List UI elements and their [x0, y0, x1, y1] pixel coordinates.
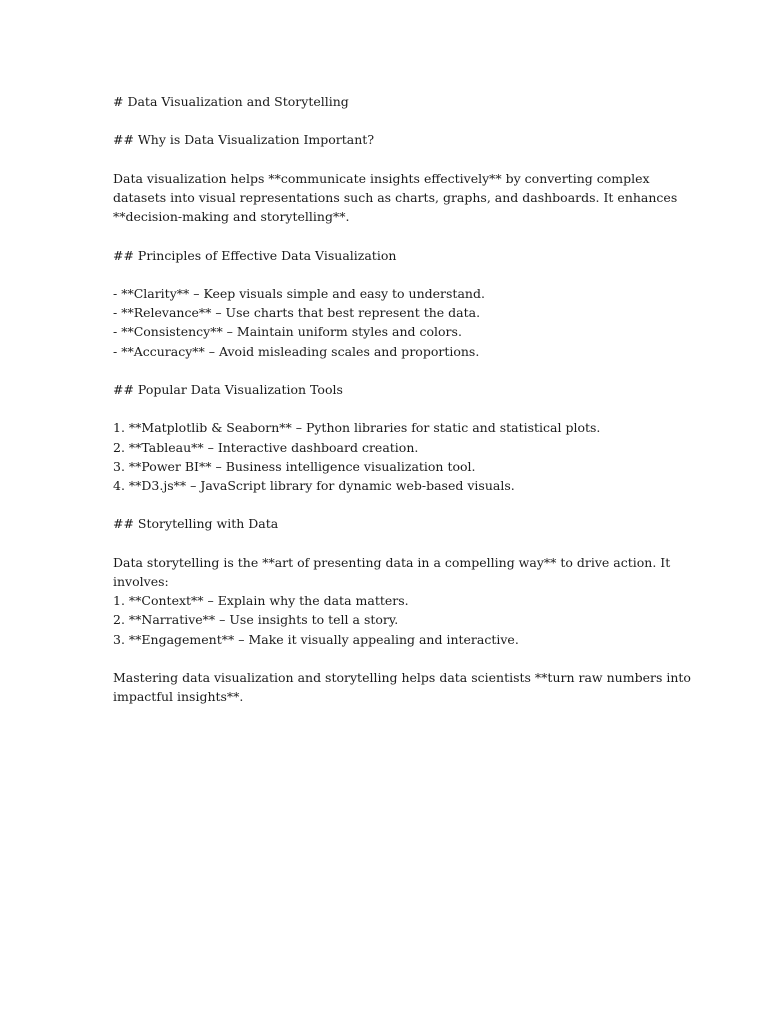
paragraph-line: Data visualization helps **communicate insights effectively** by converting complex — [113, 170, 650, 186]
document-title: # Data Visualization and Storytelling — [113, 94, 349, 109]
spacer — [113, 399, 673, 418]
spacer — [113, 265, 673, 284]
list-item: 4. **D3.js** – JavaScript library for dynamic web-based visuals. — [113, 477, 515, 493]
spacer — [113, 111, 673, 130]
spacer — [113, 361, 673, 380]
spacer — [113, 226, 673, 245]
paragraph-line: datasets into visual representations such as charts, graphs, and dashboards. It enhances — [113, 189, 678, 205]
paragraph-line: involves: — [113, 573, 169, 589]
section-heading-why: ## Why is Data Visualization Important? — [113, 132, 375, 148]
paragraph-line: **decision-making and storytelling**. — [113, 209, 350, 225]
list-item: 3. **Power BI** – Business intelligence visualization tool. — [113, 458, 476, 474]
list-item: - **Relevance** – Use charts that best represent the data. — [113, 305, 481, 321]
list-item: 1. **Context** – Explain why the data matters. — [113, 593, 409, 609]
conclusion-line: Mastering data visualization and storytelling helps data scientists **turn raw numbers into — [113, 669, 691, 685]
spacer — [113, 495, 673, 514]
section-heading-storytelling: ## Storytelling with Data — [113, 516, 279, 532]
section-heading-tools: ## Popular Data Visualization Tools — [113, 381, 343, 397]
list-item: - **Accuracy** – Avoid misleading scales and proportions. — [113, 343, 480, 359]
list-item: 2. **Tableau** – Interactive dashboard creation. — [113, 439, 419, 455]
list-item: 3. **Engagement** – Make it visually appealing and interactive. — [113, 631, 519, 647]
list-item: 1. **Matplotlib & Seaborn** – Python libraries for static and statistical plots. — [113, 420, 601, 436]
spacer — [113, 534, 673, 553]
section-heading-principles: ## Principles of Effective Data Visualization — [113, 247, 397, 263]
list-item: - **Consistency** – Maintain uniform styles and colors. — [113, 324, 462, 340]
conclusion-line: impactful insights**. — [113, 689, 244, 705]
list-item: 2. **Narrative** – Use insights to tell a story. — [113, 612, 399, 628]
spacer — [113, 150, 673, 169]
list-item: - **Clarity** – Keep visuals simple and easy to understand. — [113, 285, 485, 301]
spacer — [113, 649, 673, 668]
paragraph-line: Data storytelling is the **art of presenting data in a compelling way** to drive action. It — [113, 554, 671, 570]
document-page — [113, 92, 691, 706]
